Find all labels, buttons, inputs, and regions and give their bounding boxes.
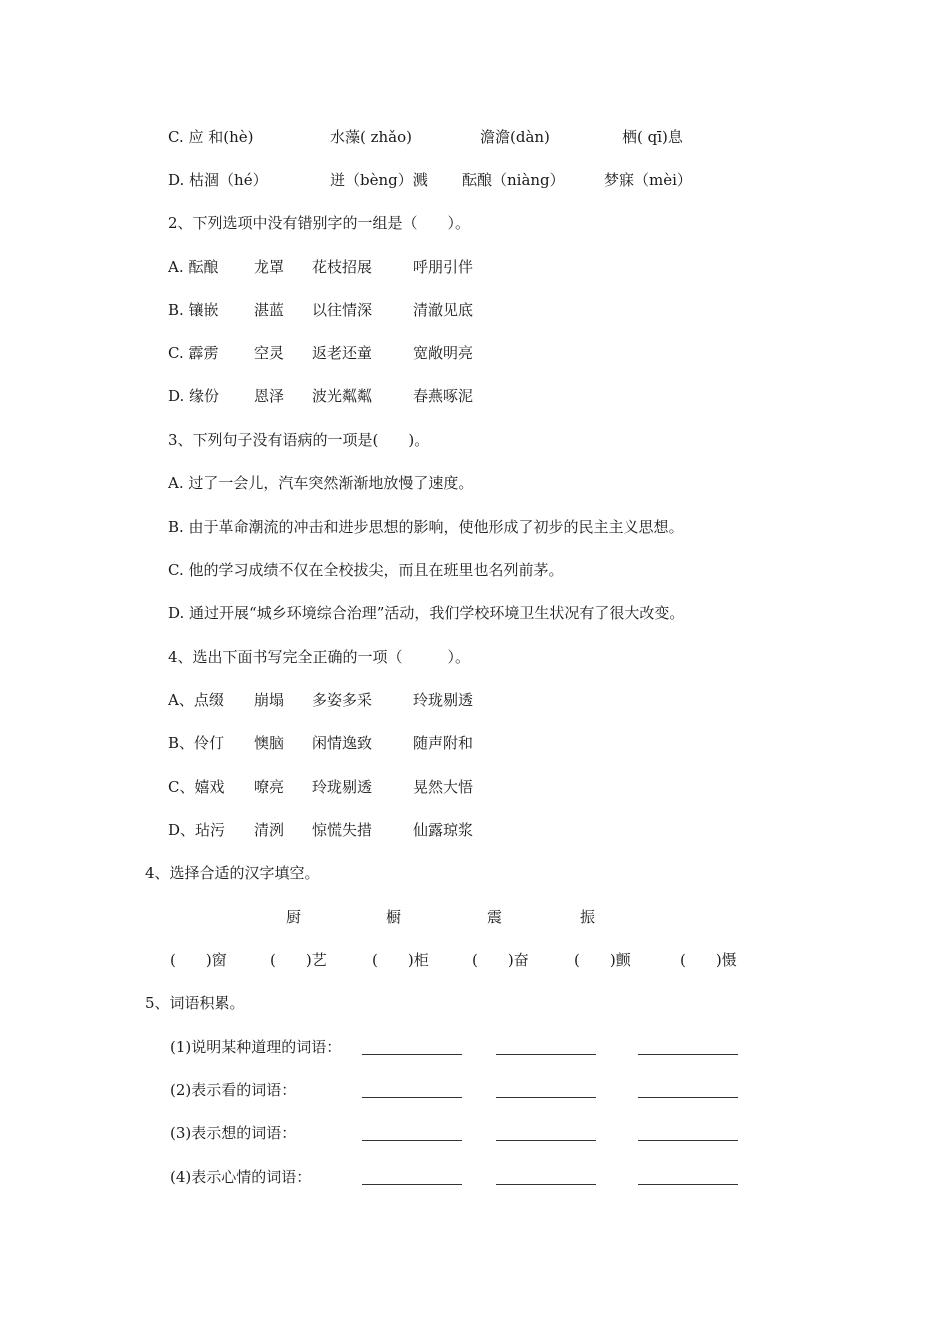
q2-a-3: 花枝招展 [312, 258, 373, 276]
char-option-4: 振 [580, 908, 596, 926]
q2-a-2: 龙罩 [254, 258, 285, 276]
q3-option-b: B. 由于革命潮流的冲击和进步思想的影响，使他形成了初步的民主主义思想。 [168, 518, 684, 536]
q4-b-1: B、伶仃 [168, 734, 225, 752]
q5-item-4-blank-1[interactable] [362, 1170, 462, 1185]
fill-blank-2[interactable]: ( )艺 [270, 951, 327, 969]
q2-c-1: C. 霹雳 [168, 344, 219, 362]
q5-item-4-blank-3[interactable] [638, 1170, 738, 1185]
fill-blank-1[interactable]: ( )窗 [170, 951, 227, 969]
q2-b-1: B. 镶嵌 [168, 301, 219, 319]
q1-d-item-3: 酝酿（niàng） [462, 171, 565, 189]
q2-c-4: 宽敞明亮 [413, 344, 474, 362]
q5-item-1-blank-2[interactable] [496, 1040, 596, 1055]
char-option-2: 橱 [386, 908, 402, 926]
q3-option-c: C. 他的学习成绩不仅在全校拔尖，而且在班里也名列前茅。 [168, 561, 564, 579]
q2-d-4: 春燕啄泥 [413, 387, 474, 405]
q2-c-3: 返老还童 [312, 344, 373, 362]
q5-item-4-label: (4)表示心情的词语： [170, 1168, 312, 1186]
q5-item-1-blank-1[interactable] [362, 1040, 462, 1055]
q4-a-2: 崩塌 [254, 691, 285, 709]
q5-item-1-blank-3[interactable] [638, 1040, 738, 1055]
char-option-3: 震 [487, 908, 503, 926]
q2-a-4: 呼朋引伴 [413, 258, 474, 276]
q2-d-2: 恩泽 [254, 387, 285, 405]
q2-stem: 2、下列选项中没有错别字的一组是（ ）。 [168, 214, 471, 232]
q2-b-4: 清澈见底 [413, 301, 474, 319]
q5-item-3-label: (3)表示想的词语： [170, 1124, 297, 1142]
q4-d-3: 惊慌失措 [312, 821, 373, 839]
fill-blank-6[interactable]: ( )慑 [680, 951, 737, 969]
q4-d-1: D、玷污 [168, 821, 226, 839]
q4-stem: 4、选出下面书写完全正确的一项（ ）。 [168, 648, 471, 666]
q4-c-3: 玲珑剔透 [312, 778, 373, 796]
q2-a-1: A. 酝酿 [168, 258, 219, 276]
q5-item-2-blank-2[interactable] [496, 1083, 596, 1098]
q4-a-4: 玲珑剔透 [413, 691, 474, 709]
q1-c-item-2: 水藻( zhǎo) [330, 128, 413, 146]
q5-item-1-label: (1)说明某种道理的词语： [170, 1038, 342, 1056]
q1-d-item-4: 梦寐（mèi） [604, 171, 692, 189]
q2-b-2: 湛蓝 [254, 301, 285, 319]
q5-item-4-blank-2[interactable] [496, 1170, 596, 1185]
q4-a-1: A、点缀 [168, 691, 224, 709]
q5-stem: 5、词语积累。 [145, 994, 245, 1012]
q5-item-3-blank-3[interactable] [638, 1126, 738, 1141]
q4-d-2: 清洌 [254, 821, 285, 839]
q3-stem: 3、下列句子没有语病的一项是( )。 [168, 431, 430, 449]
q5-item-3-blank-2[interactable] [496, 1126, 596, 1141]
q4-a-3: 多姿多采 [312, 691, 373, 709]
q1-c-item-3: 澹澹(dàn) [480, 128, 550, 146]
q4-d-4: 仙露琼浆 [413, 821, 474, 839]
q5-item-2-blank-1[interactable] [362, 1083, 462, 1098]
q5-item-3-blank-1[interactable] [362, 1126, 462, 1141]
q2-c-2: 空灵 [254, 344, 285, 362]
q2-b-3: 以往情深 [312, 301, 373, 319]
q4-b-4: 随声附和 [413, 734, 474, 752]
q3-option-d: D. 通过开展“城乡环境综合治理”活动，我们学校环境卫生状况有了很大改变。 [168, 604, 685, 622]
q4-c-1: C、嬉戏 [168, 778, 225, 796]
q2-d-1: D. 缘份 [168, 387, 220, 405]
q4-c-4: 晃然大悟 [413, 778, 474, 796]
char-option-1: 厨 [286, 908, 302, 926]
q5-item-2-label: (2)表示看的词语： [170, 1081, 297, 1099]
fill-blank-5[interactable]: ( )颤 [574, 951, 631, 969]
q1-c-item-1: C. 应 和(hè) [168, 128, 254, 146]
q4-b-3: 闲情逸致 [312, 734, 373, 752]
q3-option-a: A. 过了一会儿，汽车突然渐渐地放慢了速度。 [168, 474, 474, 492]
fill-blank-3[interactable]: ( )柜 [372, 951, 429, 969]
q1-c-item-4: 栖( qī)息 [622, 128, 683, 146]
q1-d-item-2: 迸（bèng）溅 [330, 171, 428, 189]
fill-blank-4[interactable]: ( )奋 [472, 951, 529, 969]
q2-d-3: 波光粼粼 [312, 387, 373, 405]
q4-b-2: 懊脑 [254, 734, 285, 752]
q1-d-item-1: D. 枯涸（hé） [168, 171, 268, 189]
q5-item-2-blank-3[interactable] [638, 1083, 738, 1098]
q4-c-2: 嘹亮 [254, 778, 285, 796]
q4b-stem: 4、选择合适的汉字填空。 [145, 864, 320, 882]
